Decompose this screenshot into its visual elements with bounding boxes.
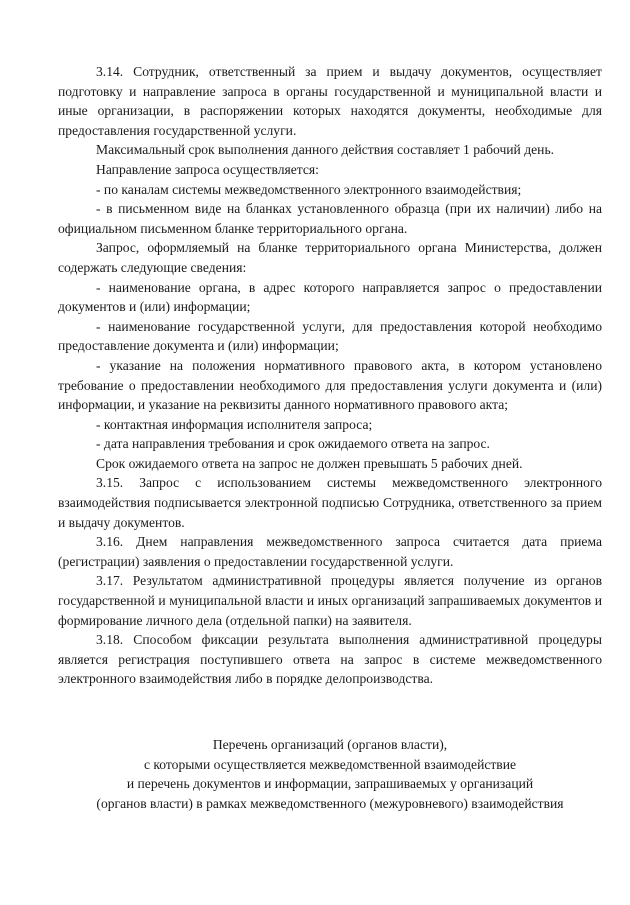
- list-item-legal-act: - указание на положения нормативного правового акта, в котором установлено требование о предоставлении необходимого для предоставления услуги документа и (или) информации, и указание на реквизиты данного нормативного правового акта;: [58, 357, 602, 413]
- paragraph-3-16: 3.16. Днем направления межведомственного запроса считается дата приема (регистрации) заявления о предоставлении государственной услуги.: [58, 534, 602, 569]
- list-item-electronic-channels: - по каналам системы межведомственного электронного взаимодействия;: [96, 181, 522, 197]
- list-item-request-date: - дата направления требования и срок ожидаемого ответа на запрос.: [96, 436, 490, 452]
- section-heading: [58, 735, 602, 813]
- list-item-service-name: - наименование государственной услуги, для предоставления которой необходимо предоставление документа и (или) информации;: [58, 318, 602, 354]
- paragraph-3-18: 3.18. Способом фиксации результата выполнения административной процедуры является регистрация поступившего ответа на запрос в системе межведомственного электронного взаимодействия либо в порядке делопроизводства.: [58, 632, 602, 687]
- paragraph-max-term: Максимальный срок выполнения данного действия составляет 1 рабочий день.: [96, 142, 555, 158]
- paragraph-3-17: 3.17. Результатом административной процедуры является получение из органов государственной и муниципальной власти и иных организаций запрашиваемых документов и формирование личного дела (отдельной папки) на заявителя.: [58, 573, 602, 628]
- list-item-authority-name: - наименование органа, в адрес которого направляется запрос о предоставлении документов и (или) информации;: [58, 279, 602, 315]
- paragraph-request-direction: Направление запроса осуществляется:: [96, 161, 319, 177]
- paragraph-request-content: Запрос, оформляемый на бланке территориального органа Министерства, должен содержать следующие сведения:: [58, 240, 602, 275]
- paragraph-3-15: 3.15. Запрос с использованием системы межведомственного электронного взаимодействия подписывается электронной подписью Сотрудника, ответственного за прием и выдачу документов.: [58, 475, 602, 530]
- list-item-written-form: - в письменном виде на бланках установленного образца (при их наличии) либо на официальном письменном бланке территориального органа.: [58, 201, 602, 236]
- list-item-contact-info: - контактная информация исполнителя запроса;: [96, 416, 373, 432]
- document-body: [58, 62, 602, 689]
- heading-line-4: (органов власти) в рамках межведомственного (межуровневого) взаимодействия: [96, 795, 564, 811]
- paragraph-response-term: Срок ожидаемого ответа на запрос не должен превышать 5 рабочих дней.: [96, 455, 523, 471]
- heading-line-1: Перечень организаций (органов власти),: [212, 737, 448, 752]
- heading-line-2: с которыми осуществляется межведомственной взаимодействие: [143, 756, 517, 772]
- paragraph-3-14: 3.14. Сотрудник, ответственный за прием и выдачу документов, осуществляет подготовку и направление запроса в органы государственной и муниципальной власти и иные организации, в распоряжении которых находятся документы, необходимые для предоставления государственной услуги.: [58, 64, 602, 138]
- heading-line-3: и перечень документов и информации, запрашиваемых у организаций: [126, 776, 534, 792]
